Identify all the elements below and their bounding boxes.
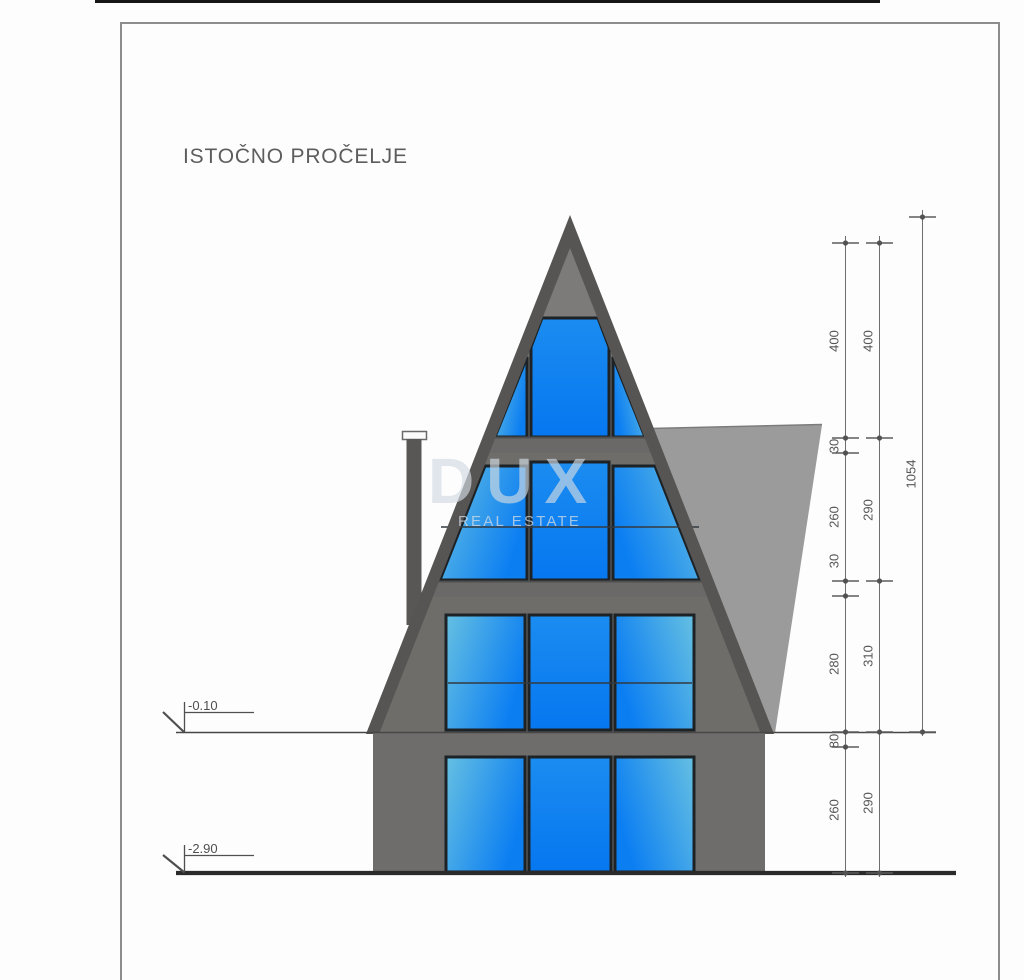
dim-label: 400: [826, 330, 842, 352]
window-base-right: [615, 757, 694, 872]
window-base-left: [446, 757, 525, 872]
dim-line-inner: [827, 236, 860, 877]
window-base-center: [529, 757, 611, 872]
level-label-lower: -2.90: [188, 841, 218, 856]
dim-line-total: [904, 210, 937, 736]
window-first-right: [615, 615, 694, 730]
watermark-tagline: REAL ESTATE: [458, 513, 582, 530]
dim-line-middle: [861, 236, 894, 877]
window-first-center: [529, 615, 611, 730]
dim-label: 30: [826, 438, 842, 454]
dim-label: 260: [826, 799, 842, 821]
dim-label: 1054: [903, 459, 919, 489]
floor-band-lower: [432, 581, 708, 597]
chimney-body: [407, 439, 422, 625]
window-first-left: [446, 615, 525, 730]
dim-label: 30: [826, 553, 842, 569]
dim-label: 290: [860, 499, 876, 521]
dim-label: 260: [826, 506, 842, 528]
dim-label: 310: [860, 645, 876, 667]
dim-label: 400: [860, 330, 876, 352]
dim-label: 290: [860, 792, 876, 814]
dim-label: 280: [826, 653, 842, 675]
chimney-cap: [403, 432, 427, 440]
dim-label: 80: [826, 733, 842, 749]
drawing-title: ISTOČNO PROČELJE: [183, 145, 408, 168]
window-top-center: [531, 318, 609, 437]
level-label-upper: -0.10: [188, 698, 218, 713]
watermark-brand: DUX: [428, 445, 600, 517]
